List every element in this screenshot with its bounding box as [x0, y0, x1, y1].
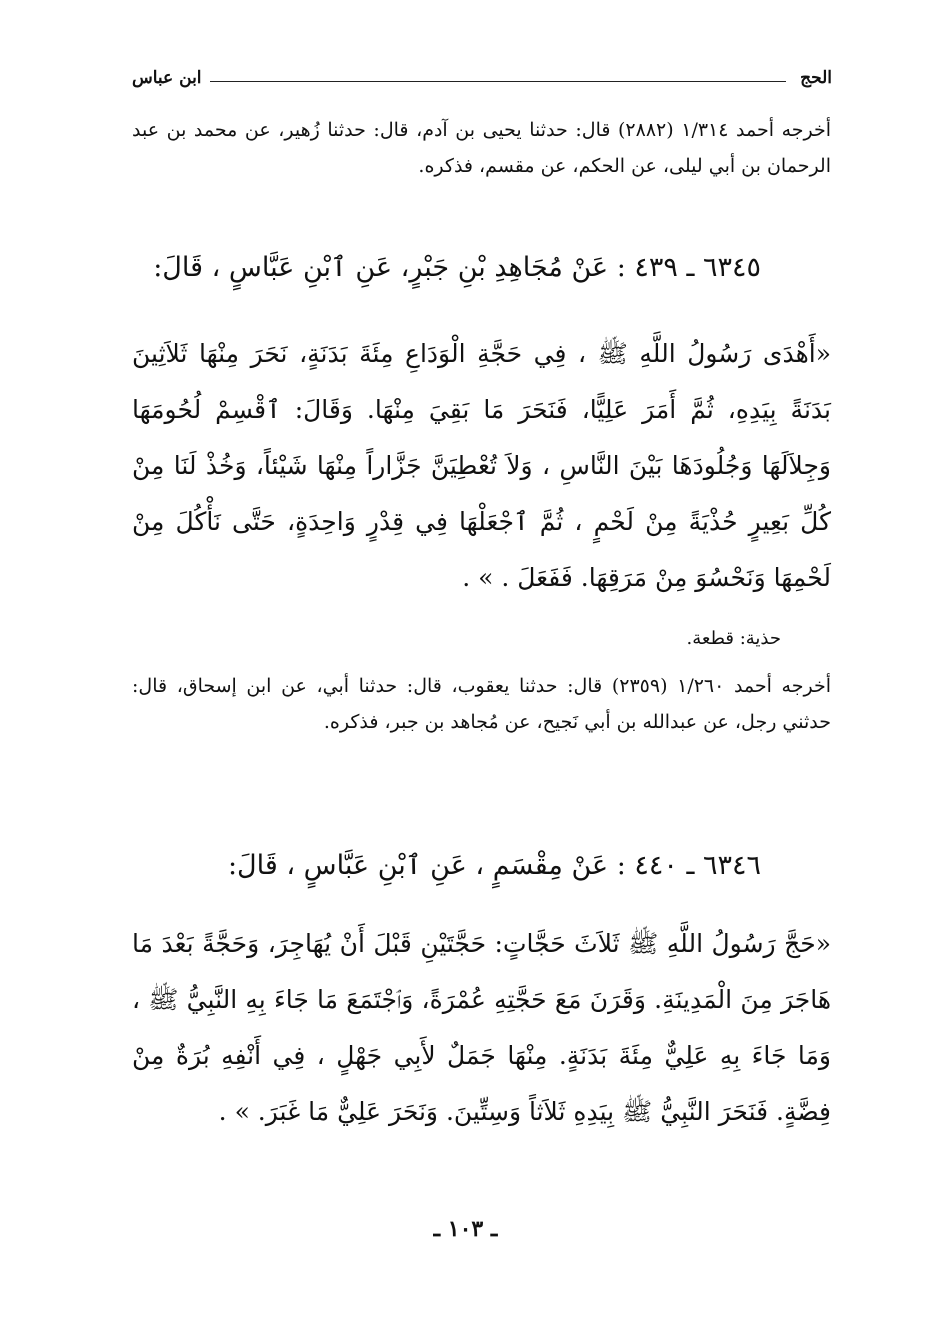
hadith-text-439: «أَهْدَى رَسُولُ اللَّهِ ﷺ ، فِي حَجَّةِ الْوَدَاعِ مِئَةَ بَدَنَةٍ، نَحَرَ مِنْهَا ثَلاَثِينَ بَدَنَةً بِيَدِهِ، ثُمَّ أَمَرَ عَلِيًّا، فَنَحَرَ مَا بَقِيَ مِنْهَا. وَقَالَ: ٱقْسِمْ لُحُومَهَا وَجِلاَلَهَا وَجُلُودَهَا بَيْنَ النَّاسِ ، وَلاَ تُعْطِيَنَّ جَزَّاراً مِنْهَا شَيْئاً، وَخُذْ لَنَا مِنْ كُلِّ بَعِيرٍ حُذْيَةً مِنْ لَحْمٍ ، ثُمَّ ٱجْعَلْهَا فِي قِدْرٍ وَاحِدَةٍ، حَتَّى نَأْكُلَ مِنْ لَحْمِهَا وَنَحْسُوَ مِنْ مَرَقِهَا. فَفَعَلَ . » . — [132, 339, 831, 592]
hadith-text-440: «حَجَّ رَسُولُ اللَّهِ ﷺ ثَلاَثَ حَجَّاتٍ: حَجَّتَيْنِ قَبْلَ أَنْ يُهَاجِرَ، وَحَجَّةً بَعْدَ مَا هَاجَرَ مِنَ الْمَدِينَةِ. وَقَرَنَ مَعَ حَجَّتِهِ عُمْرَةً، وَٱجْتَمَعَ مَا جَاءَ بِهِ النَّبِيُّ ﷺ ، وَمَا جَاءَ بِهِ عَلِيٌّ مِئَةَ بَدَنَةٍ. مِنْهَا جَمَلٌ لأَبِي جَهْلٍ ، فِي أَنْفِهِ بُرَةٌ مِنْ فِضَّةٍ. فَنَحَرَ النَّبِيُّ ﷺ بِيَدِهِ ثَلاَثاً وَسِتِّينَ. وَنَحَرَ عَلِيٌّ مَا غَبَرَ. » . — [132, 929, 831, 1126]
reference-note-2: أخرجه أحمد ١/٢٦٠ (٢٣٥٩) قال: حدثنا يعقوب، قال: حدثنا أبي، عن ابن إسحاق، قال: حدثني رجل، عن عبدالله بن أبي نَجيح، عن مُجاهد بن جبر، فذكره. — [132, 675, 831, 733]
hadith-heading-440: ٦٣٤٦ ـ ٤٤٠ : عَنْ مِقْسَمٍ ، عَنِ ٱبْنِ عَبَّاسٍ ، قَالَ: — [227, 850, 761, 881]
hadith-heading-439: ٦٣٤٥ ـ ٤٣٩ : عَنْ مُجَاهِدِ بْنِ جَبْرٍ، عَنِ ٱبْنِ عَبَّاسٍ ، قَالَ: — [153, 252, 761, 283]
gloss-note: حذية: قطعة. — [686, 628, 781, 649]
reference-note-1: أخرجه أحمد ١/٣١٤ (٢٨٨٢) قال: حدثنا يحيى بن آدم، قال: حدثنا زُهير، عن محمد بن عبد الرحمان بن أبي ليلى، عن الحكم، عن مقسم، فذكره. — [132, 119, 832, 177]
running-header — [132, 68, 832, 98]
chapter-title: الحج — [800, 68, 832, 88]
companion-name: ابن عباس — [132, 68, 202, 88]
page-number: ـ ١٠٣ ـ — [433, 1216, 498, 1242]
header-rule — [210, 81, 786, 82]
